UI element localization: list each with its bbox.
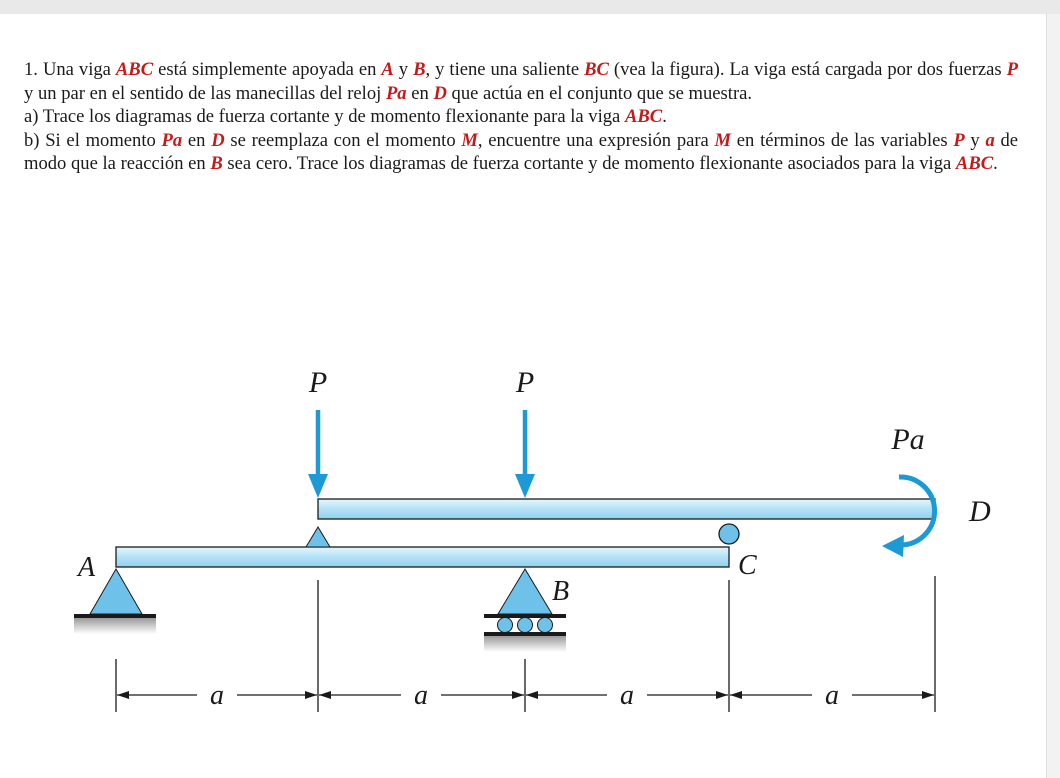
lower-beam-abc (116, 547, 729, 567)
variable-pa: Pa (385, 82, 407, 104)
variable-abc: ABC (115, 59, 154, 80)
text-run: en (182, 129, 212, 151)
variable-abc: ABC (955, 153, 994, 174)
label-c: C (738, 550, 757, 581)
problem-statement (24, 58, 1018, 176)
dimension-label-2: a (414, 680, 428, 711)
variable-d: D (211, 129, 225, 151)
force-label-2: P (515, 366, 535, 399)
label-b: B (552, 576, 570, 607)
beam-figure (60, 354, 1020, 734)
text-run: sea cero. Trace los diagramas de fuerza cortante y de momento flexionante asociados para la viga (222, 153, 956, 174)
problem-number: 1. (24, 59, 38, 80)
upper-beam (318, 499, 935, 519)
beam-connector-support (306, 527, 330, 547)
dimension-label-3: a (620, 680, 634, 711)
variable-b: B (413, 59, 426, 80)
force-arrow-2 (515, 410, 535, 498)
text-run: (vea la figura). La viga está cargada por dos fuerzas (608, 59, 1007, 80)
text-run: y (393, 59, 414, 80)
variable-bc: BC (584, 59, 609, 80)
variable-m: M (461, 129, 478, 151)
force-label-1: P (308, 366, 328, 399)
dimension-label-1: a (210, 680, 224, 711)
text-run: , encuentre una expresión para (477, 129, 715, 151)
text-run: se reemplaza con el momento (224, 129, 462, 151)
text-run: en términos de las variables (731, 129, 954, 151)
variable-pa: Pa (161, 129, 183, 151)
text-run: b) Si el momento (24, 129, 162, 151)
dimension-label-4: a (825, 680, 839, 711)
variable-a: a (985, 129, 995, 151)
viewer-top-bar (0, 0, 1060, 14)
document-page (0, 14, 1047, 778)
variable-p: P (1006, 59, 1018, 80)
variable-b: B (210, 153, 223, 174)
text-run: . (993, 153, 998, 174)
variable-abc: ABC (624, 106, 663, 127)
text-run: en (406, 82, 434, 104)
label-d: D (969, 495, 991, 528)
force-arrow-1 (308, 410, 328, 498)
problem-part-a (24, 105, 1018, 129)
text-run: , y tiene una saliente (425, 59, 585, 80)
text-run: está simplemente apoyada en (153, 59, 382, 80)
text-run: que actúa en el conjunto que se muestra. (446, 82, 753, 104)
variable-d: D (433, 82, 447, 104)
problem-intro (24, 58, 1018, 105)
roller-c (719, 524, 739, 544)
moment-label: Pa (891, 423, 925, 456)
text-run: . (662, 106, 667, 127)
variable-p: P (953, 129, 965, 151)
text-run: y (964, 129, 986, 151)
variable-m: M (714, 129, 732, 151)
problem-part-b (24, 129, 1018, 176)
label-a: A (78, 552, 96, 583)
text-run: Una viga (42, 59, 116, 80)
variable-a: A (381, 59, 394, 80)
text-run: de modo que la reacción en (24, 129, 1019, 174)
text-run: y un par en el sentido de las manecillas del reloj (24, 82, 386, 104)
text-run: a) Trace los diagramas de fuerza cortante y de momento flexionante para la viga (24, 106, 625, 127)
